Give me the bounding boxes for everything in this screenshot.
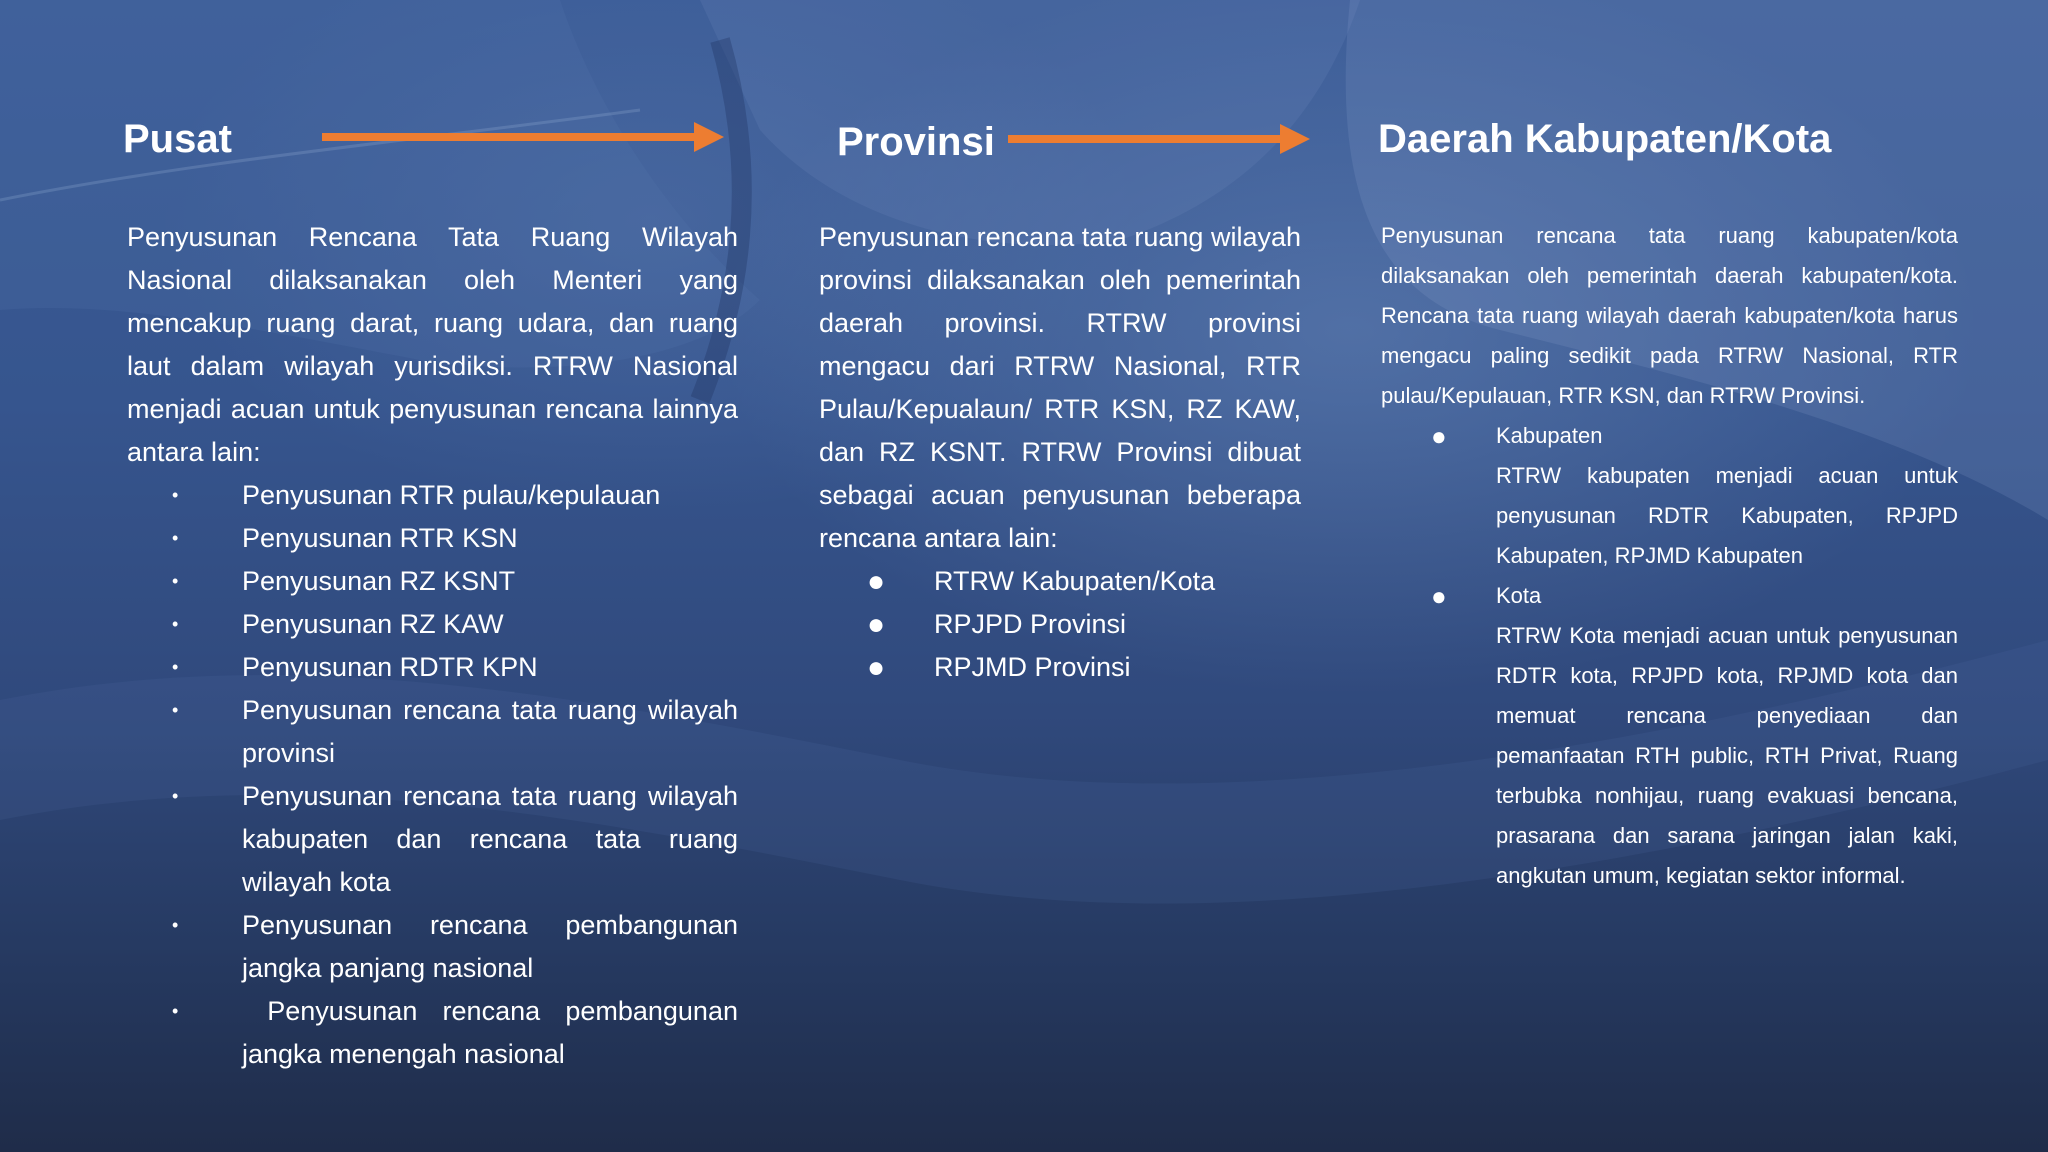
list-item bbox=[127, 646, 738, 689]
bullet-icon: ● bbox=[867, 608, 886, 641]
bullet-icon: • bbox=[172, 786, 179, 806]
list-item bbox=[127, 474, 738, 517]
bullet-icon: ● bbox=[867, 565, 886, 598]
bullet-icon: • bbox=[172, 657, 179, 677]
list-item bbox=[127, 904, 738, 990]
list-item bbox=[127, 517, 738, 560]
list-item bbox=[1381, 416, 1958, 576]
list-item-text: Penyusunan RTR pulau/kepulauan bbox=[242, 480, 661, 510]
daerah-list bbox=[1381, 416, 1958, 896]
list-item-text: RTRW Kabupaten/Kota bbox=[934, 566, 1216, 596]
bullet-icon: • bbox=[172, 485, 179, 505]
bullet-icon: • bbox=[172, 1001, 179, 1021]
daerah-paragraph: Penyusunan rencana tata ruang kabupaten/kota dilaksanakan oleh pemerintah daerah kabupaten/kota. Rencana tata ruang wilayah daerah kabupaten/kota harus mengacu paling sedikit pada RTRW Nasional, RTR pulau/Kepulauan, RTR KSN, dan RTRW Provinsi. bbox=[1381, 223, 1958, 408]
bullet-icon: ● bbox=[867, 651, 886, 684]
bullet-icon: • bbox=[172, 700, 179, 720]
bullet-icon: • bbox=[172, 614, 179, 634]
list-item bbox=[127, 603, 738, 646]
arrow-right-icon bbox=[1008, 124, 1310, 154]
pusat-title: Pusat bbox=[123, 117, 232, 161]
pusat-paragraph: Penyusunan Rencana Tata Ruang Wilayah Nasional dilaksanakan oleh Menteri yang mencakup ruang darat, ruang udara, dan ruang laut dalam wilayah yurisdiksi. RTRW Nasional menjadi acuan untuk penyusunan rencana lainnya antara lain: bbox=[127, 222, 738, 467]
bullet-icon: • bbox=[172, 528, 179, 548]
list-item-text: RPJMD Provinsi bbox=[934, 652, 1131, 682]
list-item-title: Kota bbox=[1496, 583, 1542, 608]
list-item bbox=[127, 775, 738, 904]
bullet-icon: ● bbox=[1431, 581, 1447, 611]
list-item bbox=[1381, 576, 1958, 896]
list-item-text: Penyusunan rencana pembangunan jangka menengah nasional bbox=[242, 996, 746, 1069]
provinsi-body bbox=[819, 216, 1301, 689]
list-item-text: RPJPD Provinsi bbox=[934, 609, 1127, 639]
bullet-icon: • bbox=[172, 915, 179, 935]
list-item-desc: RTRW Kota menjadi acuan untuk penyusunan RDTR kota, RPJPD kota, RPJMD kota dan memuat rencana penyediaan dan pemanfaatan RTH public, RTH Privat, Ruang terbubka nonhijau, ruang evakuasi bencana, prasarana dan sarana jaringan jalan kaki, angkutan umum, kegiatan sektor informal. bbox=[1496, 623, 1958, 888]
list-item bbox=[127, 560, 738, 603]
list-item bbox=[819, 603, 1301, 646]
provinsi-list bbox=[819, 560, 1301, 689]
list-item-text: Penyusunan RZ KAW bbox=[242, 609, 504, 639]
pusat-body bbox=[127, 216, 746, 1076]
arrow-right-icon bbox=[322, 122, 724, 152]
bullet-icon: • bbox=[172, 571, 179, 591]
list-item-title: Kabupaten bbox=[1496, 423, 1603, 448]
list-item bbox=[819, 646, 1301, 689]
list-item-text: Penyusunan RDTR KPN bbox=[242, 652, 538, 682]
list-item-text: Penyusunan rencana tata ruang wilayah provinsi bbox=[242, 695, 738, 768]
provinsi-title: Provinsi bbox=[837, 120, 995, 164]
list-item-desc: RTRW kabupaten menjadi acuan untuk penyusunan RDTR Kabupaten, RPJPD Kabupaten, RPJMD Kabupaten bbox=[1496, 463, 1958, 568]
list-item-text: Penyusunan RTR KSN bbox=[242, 523, 518, 553]
pusat-list bbox=[127, 474, 746, 1076]
list-item bbox=[127, 990, 746, 1076]
daerah-body bbox=[1381, 216, 1958, 896]
list-item-text: Penyusunan RZ KSNT bbox=[242, 566, 516, 596]
list-item-text: Penyusunan rencana tata ruang wilayah kabupaten dan rencana tata ruang wilayah kota bbox=[242, 781, 738, 897]
list-item bbox=[127, 689, 738, 775]
list-item-text: Penyusunan rencana pembangunan jangka panjang nasional bbox=[242, 910, 738, 983]
bullet-icon: ● bbox=[1431, 421, 1447, 451]
daerah-title: Daerah Kabupaten/Kota bbox=[1378, 117, 1832, 161]
list-item bbox=[819, 560, 1301, 603]
provinsi-paragraph: Penyusunan rencana tata ruang wilayah provinsi dilaksanakan oleh pemerintah daerah provinsi. RTRW provinsi mengacu dari RTRW Nasional, RTR Pulau/Kepualaun/ RTR KSN, RZ KAW, dan RZ KSNT. RTRW Provinsi dibuat sebagai acuan penyusunan beberapa rencana antara lain: bbox=[819, 222, 1301, 553]
